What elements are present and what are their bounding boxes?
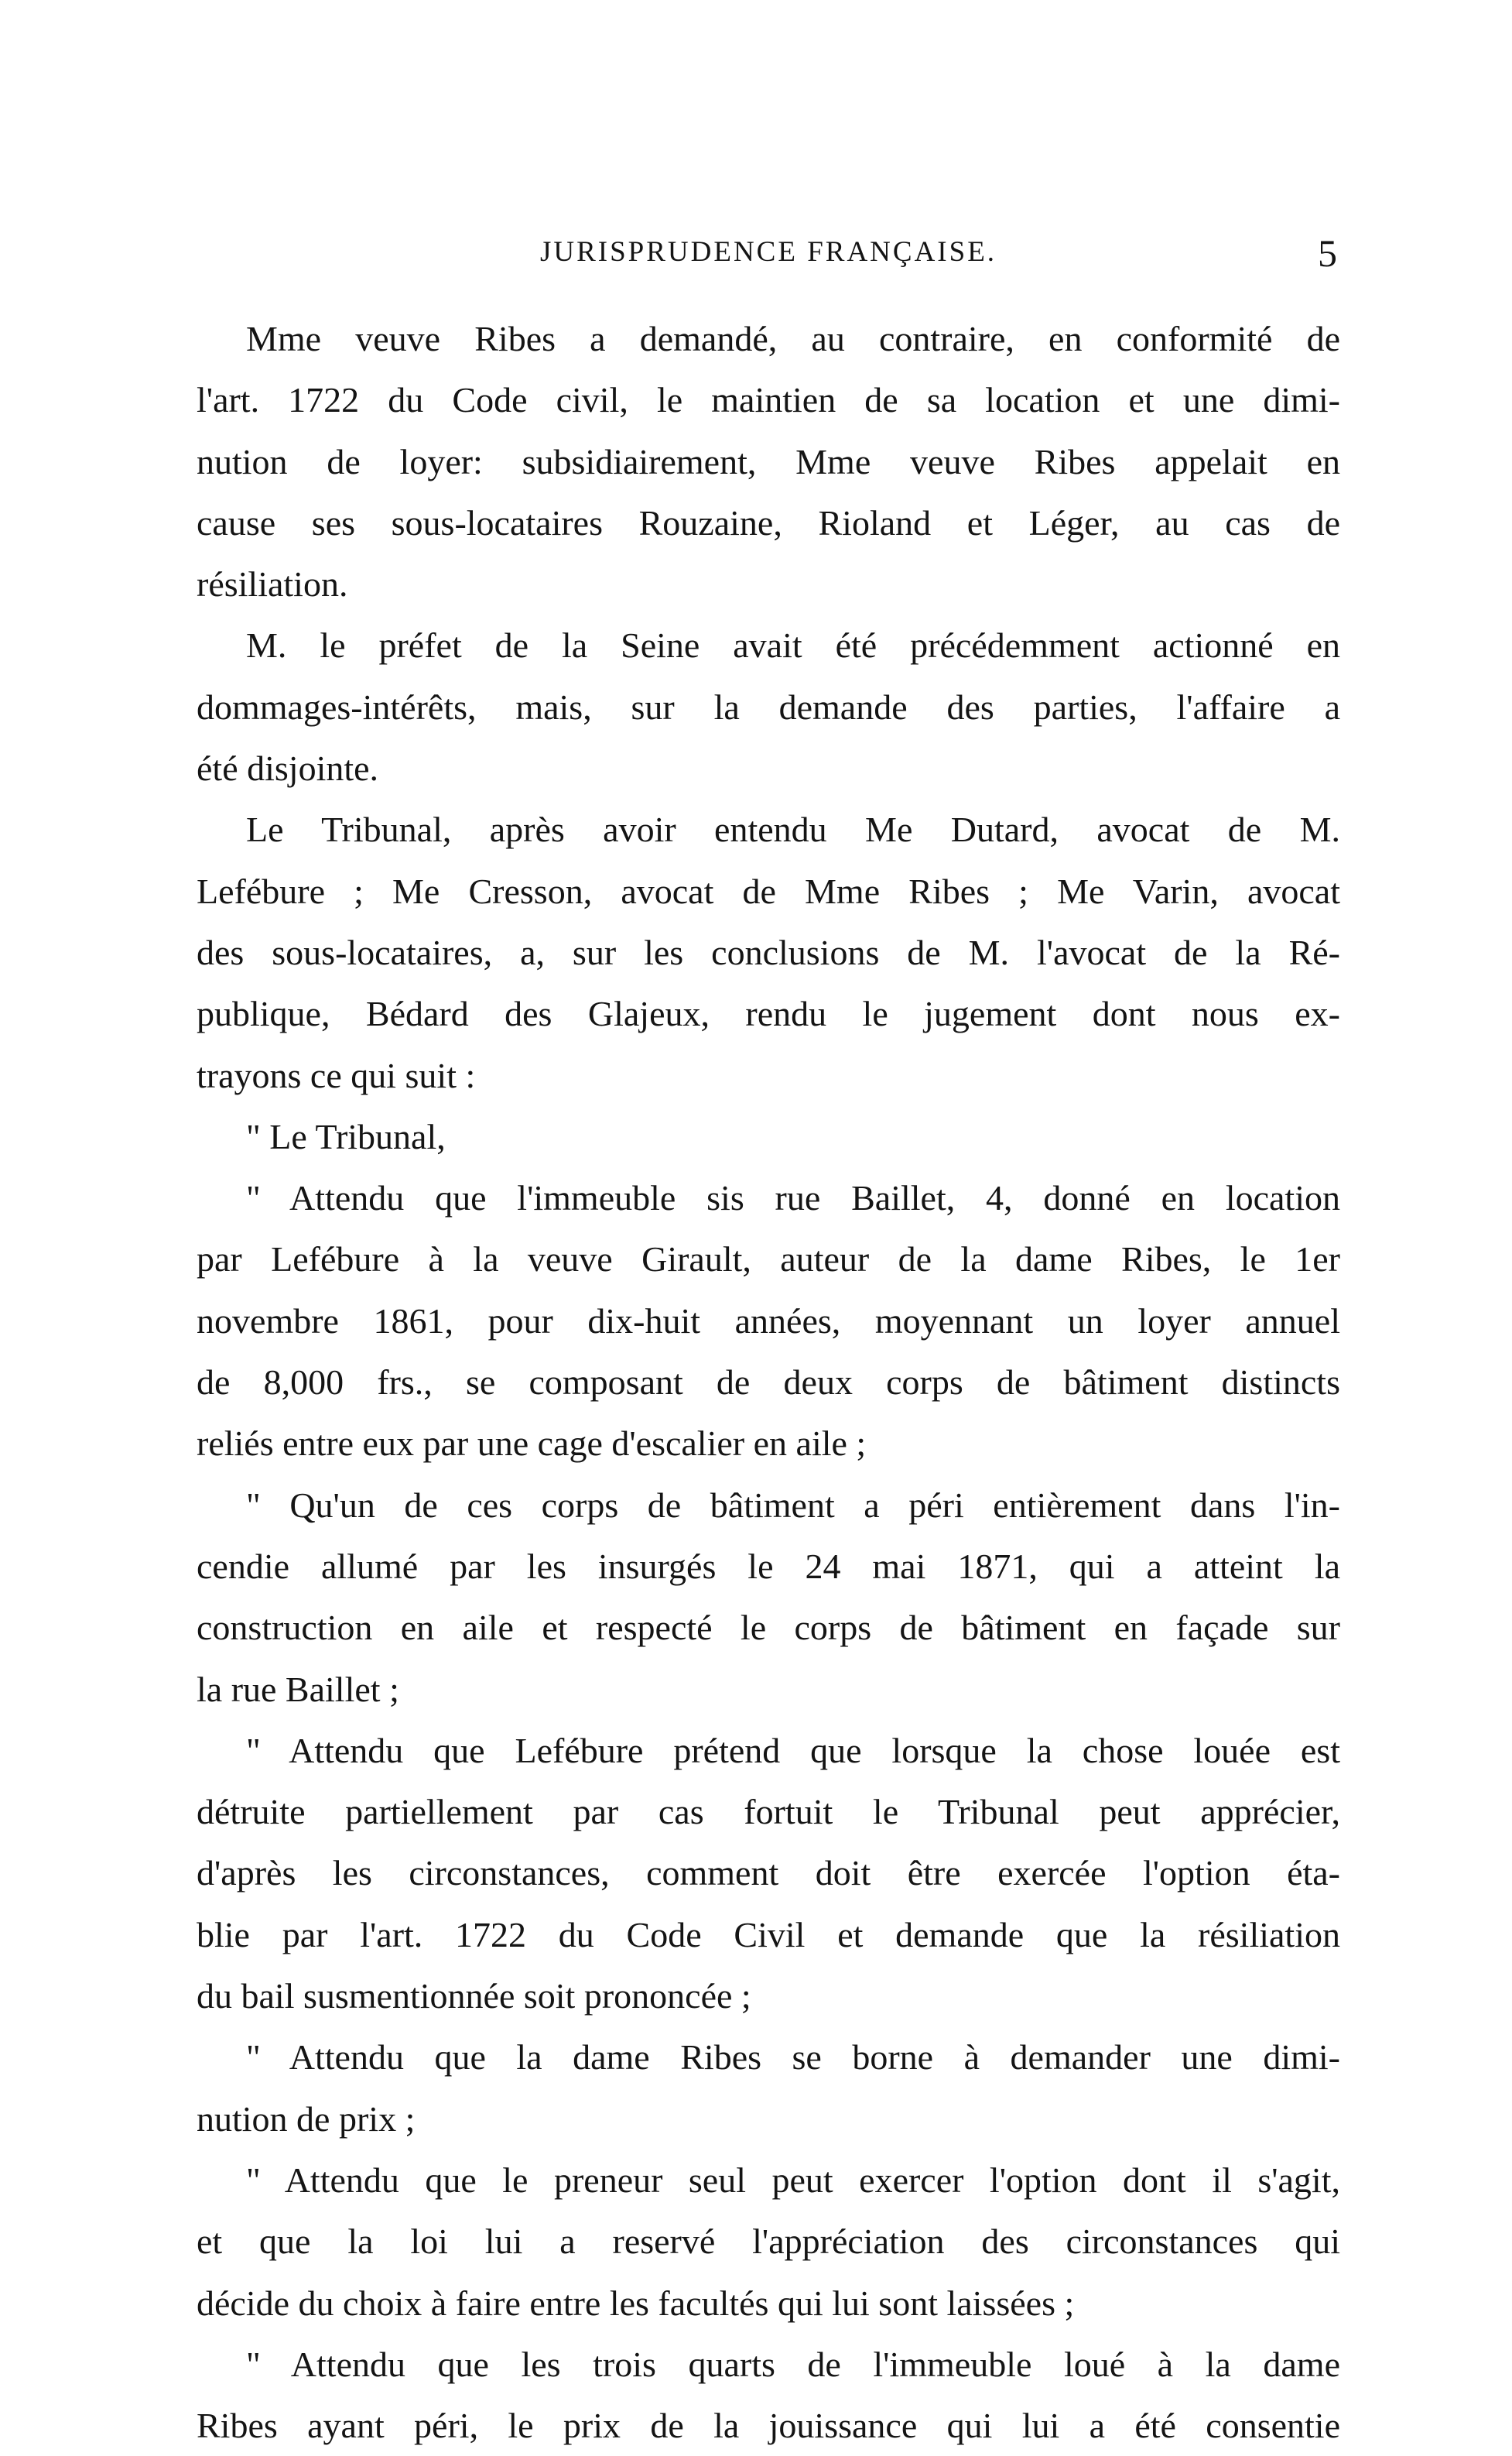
text-line: " Attendu que le preneur seul peut exercer l'option dont il s'agit,: [246, 2160, 1340, 2200]
text-line: " Attendu que la dame Ribes se borne à demander une dimi-: [246, 2037, 1340, 2077]
text-line: résiliation.: [197, 564, 348, 605]
text-line: nution de prix ;: [197, 2098, 416, 2139]
text-line: l'art. 1722 du Code civil, le maintien de sa location et une dimi-: [197, 380, 1340, 420]
text-line: " Attendu que Lefébure prétend que lorsque la chose louée est: [246, 1730, 1340, 1770]
page-header: [200, 231, 1337, 277]
text-line: " Qu'un de ces corps de bâtiment a péri entièrement dans l'in-: [246, 1485, 1340, 1525]
text-line: et que la loi lui a reservé l'appréciation des circonstances qui: [197, 2221, 1340, 2262]
text-line: nution de loyer: subsidiairement, Mme veuve Ribes appelait en: [197, 441, 1340, 481]
text-line: décide du choix à faire entre les facultés qui lui sont laissées ;: [197, 2283, 1075, 2323]
text-line: cause ses sous-locataires Rouzaine, Rioland et Léger, au cas de: [197, 502, 1340, 543]
text-line: par Lefébure à la veuve Girault, auteur de la dame Ribes, le 1er: [197, 1239, 1340, 1279]
text-line: M. le préfet de la Seine avait été précédemment actionné en: [246, 625, 1340, 666]
body-text: [197, 308, 1340, 2456]
text-line: publique, Bédard des Glajeux, rendu le jugement dont nous ex-: [197, 994, 1340, 1034]
running-head: JURISPRUDENCE FRANÇAISE.: [539, 236, 997, 268]
text-line: novembre 1861, pour dix-huit années, moyennant un loyer annuel: [197, 1300, 1340, 1341]
text-line: " Attendu que les trois quarts de l'immeuble loué à la dame: [246, 2344, 1340, 2384]
text-line: détruite partiellement par cas fortuit le Tribunal peut apprécier,: [197, 1792, 1340, 1832]
text-line: construction en aile et respecté le corps de bâtiment en façade sur: [197, 1608, 1340, 1648]
text-line: trayons ce qui suit :: [197, 1055, 476, 1095]
text-line: été disjointe.: [197, 748, 379, 789]
text-line: reliés entre eux par une cage d'escalier en aile ;: [197, 1423, 867, 1464]
text-line: Lefébure ; Me Cresson, avocat de Mme Ribes ; Me Varin, avocat: [197, 871, 1340, 911]
text-line: des sous-locataires, a, sur les conclusions de M. l'avocat de la Ré-: [197, 932, 1340, 972]
text-line: de 8,000 frs., se composant de deux corps de bâtiment distincts: [197, 1362, 1340, 1403]
text-line: " Attendu que l'immeuble sis rue Baillet, 4, donné en location: [246, 1178, 1340, 1218]
text-line: Le Tribunal, après avoir entendu Me Dutard, avocat de M.: [246, 810, 1340, 850]
page-number: 5: [1318, 231, 1337, 275]
text-line: " Le Tribunal,: [246, 1116, 446, 1156]
text-line: cendie allumé par les insurgés le 24 mai 1871, qui a atteint la: [197, 1546, 1340, 1586]
text-line: la rue Baillet ;: [197, 1669, 399, 1709]
text-line: du bail susmentionnée soit prononcée ;: [197, 1976, 751, 2016]
text-line: Mme veuve Ribes a demandé, au contraire, en conformité de: [246, 319, 1340, 358]
text-line: Ribes ayant péri, le prix de la jouissance qui lui a été consentie: [197, 2406, 1340, 2446]
text-line: d'après les circonstances, comment doit être exercée l'option éta-: [197, 1853, 1340, 1893]
text-line: blie par l'art. 1722 du Code Civil et demande que la résiliation: [197, 1914, 1340, 1954]
text-line: dommages-intérêts, mais, sur la demande des parties, l'affaire a: [197, 687, 1340, 727]
